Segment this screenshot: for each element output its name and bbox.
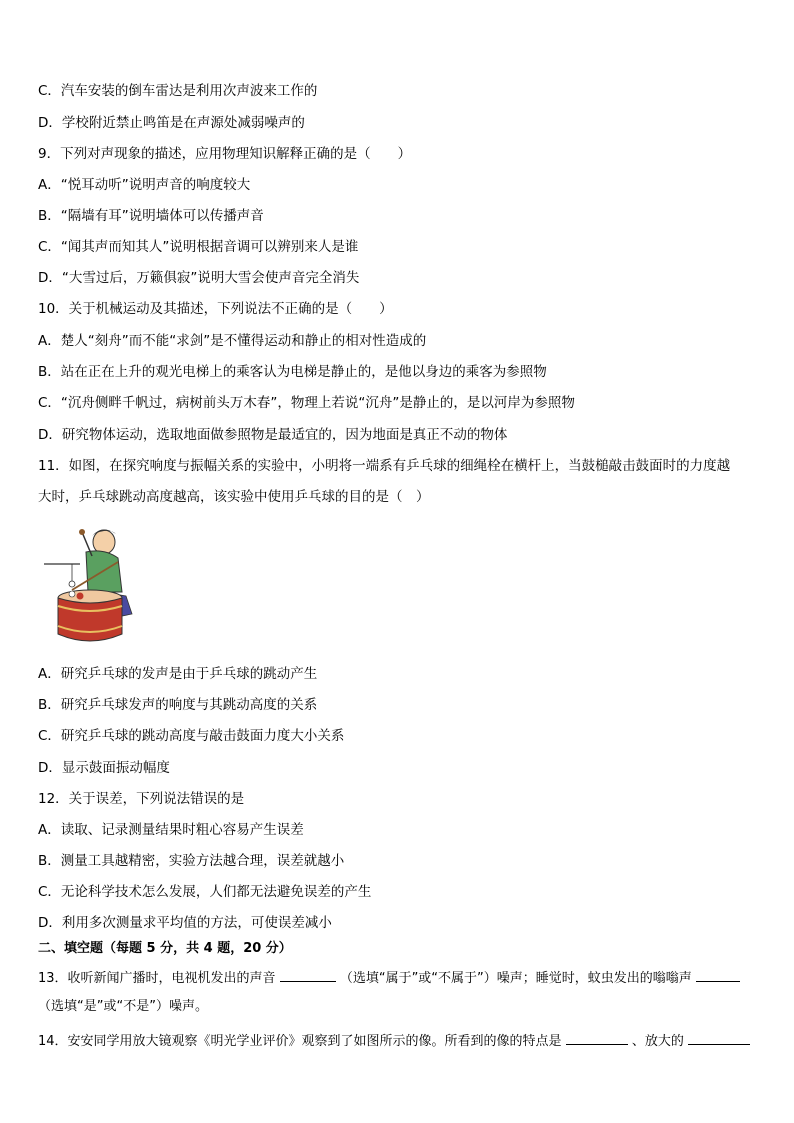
q14-blank-2[interactable]: [688, 1030, 750, 1045]
q9-stem: 9．下列对声现象的描述，应用物理知识解释正确的是（ ）: [38, 146, 412, 162]
q11-stem-line1: 11．如图，在探究响度与振幅关系的实验中，小明将一端系有乒乓球的细绳栓在横杆上，当鼓槌敲击鼓面时的力度越: [38, 458, 731, 474]
q10-option-b: B．站在正在上升的观光电梯上的乘客认为电梯是静止的，是他以身边的乘客为参照物: [38, 364, 547, 380]
q12-option-c: C．无论科学技术怎么发展，人们都无法避免误差的产生: [38, 884, 372, 900]
q13-line1: [38, 967, 740, 988]
q11-option-a: A．研究乒乓球的发声是由于乒乓球的跳动产生: [38, 666, 318, 682]
q14-blank-1[interactable]: [566, 1030, 628, 1045]
q10-stem: 10．关于机械运动及其描述，下列说法不正确的是（ ）: [38, 301, 393, 317]
q10-option-c: C．“沉舟侧畔千帆过，病树前头万木春”，物理上若说“沉舟”是静止的，是以河岸为参照物: [38, 395, 575, 411]
q9-option-a: A．“悦耳动听”说明声音的响度较大: [38, 177, 251, 193]
q8-option-d: D．学校附近禁止鸣笛是在声源处减弱噪声的: [38, 115, 305, 131]
q10-option-a: A．楚人“刻舟”而不能“求剑”是不懂得运动和静止的相对性造成的: [38, 333, 427, 349]
q12-option-a: A．读取、记录测量结果时粗心容易产生误差: [38, 822, 304, 838]
q10-option-d: D．研究物体运动，选取地面做参照物是最适宜的，因为地面是真正不动的物体: [38, 427, 508, 443]
q9-option-b: B．“隔墙有耳”说明墙体可以传播声音: [38, 208, 264, 224]
q12-stem: 12．关于误差，下列说法错误的是: [38, 791, 245, 807]
q14-line1: [38, 1030, 750, 1051]
q12-option-d: D．利用多次测量求平均值的方法，可使误差减小: [38, 915, 332, 931]
q9-option-d: D．“大雪过后，万籁俱寂”说明大雪会使声音完全消失: [38, 270, 360, 286]
q13-blank-2[interactable]: [696, 967, 740, 982]
q12-option-b: B．测量工具越精密，实验方法越合理，误差就越小: [38, 853, 345, 869]
q14-text-part2: 、放大的: [631, 1034, 684, 1049]
q9-option-c: C．“闻其声而知其人”说明根据音调可以辨别来人是谁: [38, 239, 359, 255]
q11-option-c: C．研究乒乓球的跳动高度与敲击鼓面力度大小关系: [38, 728, 345, 744]
q11-option-d: D．显示鼓面振动幅度: [38, 760, 170, 776]
q13-line2: （选填“是”或“不是”）噪声。: [38, 999, 208, 1014]
q13-text-part2: （选填“属于”或“不属于”）噪声；睡觉时，蚊虫发出的嗡嗡声: [339, 971, 692, 986]
q14-text-part1: 14．安安同学用放大镜观察《明光学业评价》观察到了如图所示的像。所看到的像的特点是: [38, 1034, 562, 1049]
q8-option-c: C．汽车安装的倒车雷达是利用次声波来工作的: [38, 83, 318, 99]
q13-text-part1: 13．收听新闻广播时，电视机发出的声音: [38, 971, 276, 986]
drum-ping-pong-figure: [42, 522, 142, 652]
q11-stem-line2: 大时，乒乓球跳动高度越高，该实验中使用乒乓球的目的是（ ）: [38, 489, 430, 505]
section-heading-fill-in: 二、填空题（每题 5 分，共 4 题，20 分）: [38, 941, 292, 956]
q13-blank-1[interactable]: [280, 967, 336, 982]
q11-option-b: B．研究乒乓球发声的响度与其跳动高度的关系: [38, 697, 318, 713]
